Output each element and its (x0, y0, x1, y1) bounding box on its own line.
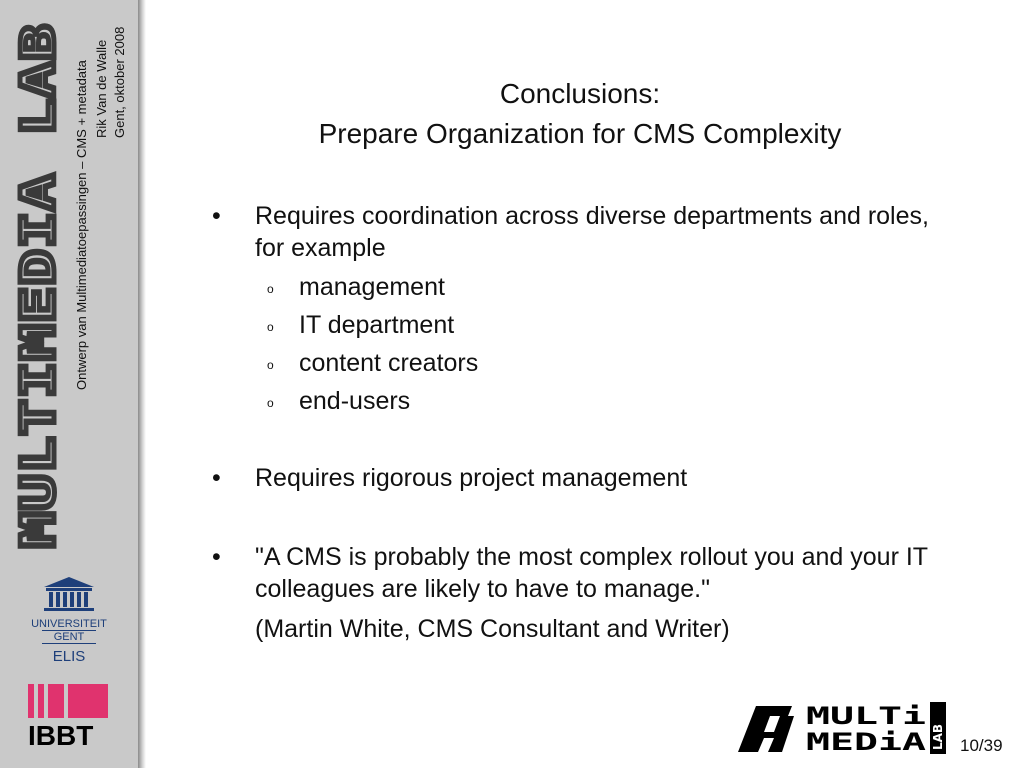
sub-item-text: content creators (299, 349, 479, 377)
sub-bullet-icon: o (267, 358, 274, 372)
svg-text:MEDiA: MEDiA (806, 728, 927, 756)
ugent-city: GENT (42, 630, 96, 644)
slide-title (150, 74, 1010, 154)
multimedia-lab-logo (734, 700, 948, 756)
title-line-1: Conclusions: (499, 78, 661, 109)
sub-bullet-icon: o (267, 282, 274, 296)
bullet-item (212, 200, 952, 264)
multimedia-lab-wordmark (0, 0, 66, 560)
quote-text: "A CMS is probably the most complex rollout you and your IT colleagues are likely to have to manage." (255, 543, 928, 603)
slide-meta (74, 18, 138, 388)
bullet-item (212, 541, 952, 605)
page-number: 10/39 (960, 736, 1003, 755)
title-line-2: Prepare Organization for CMS Complexity (318, 118, 842, 149)
course-title: Ontwerp van Multimediatoepassingen – CMS + metadata (74, 60, 89, 390)
sub-item-text: IT department (299, 311, 455, 339)
bullet-text: Requires rigorous project management (255, 464, 688, 492)
sidebar-shadow (138, 0, 146, 768)
bullet-quote (212, 541, 952, 645)
elis-label: ELIS (52, 648, 86, 665)
bullet-dot-icon: • (212, 202, 221, 230)
sub-item-content-creators (212, 344, 952, 382)
ibbt-wordmark: IBBT (28, 720, 94, 751)
svg-text:MULTIMEDIA LAB: MULTIMEDIA LAB (11, 146, 65, 548)
bullet-item (212, 462, 952, 494)
sub-item-text: end-users (299, 387, 411, 415)
sub-bullet-icon: o (267, 320, 274, 334)
quote-attribution: (Martin White, CMS Consultant and Writer) (255, 615, 730, 643)
ugent-name: UNIVERSITEIT (31, 618, 107, 630)
sub-bullet-icon: o (267, 396, 274, 410)
svg-text:LAB: LAB (931, 723, 945, 750)
sub-item-it-department (212, 306, 952, 344)
sub-item-management (212, 268, 952, 306)
ibbt-bars-icon (28, 684, 108, 718)
sub-item-text: management (299, 273, 445, 301)
ugent-logo (28, 575, 110, 671)
bullet-coordination (212, 200, 952, 420)
author-name: Rik Van de Walle (94, 39, 109, 138)
date-location: Gent, oktober 2008 (112, 26, 127, 138)
sub-item-end-users (212, 382, 952, 420)
sub-list (212, 268, 952, 420)
bullet-text: Requires coordination across diverse departments and roles, for example (255, 202, 929, 262)
ibbt-logo (28, 684, 108, 754)
sidebar (0, 0, 138, 768)
bullet-dot-icon: • (212, 464, 221, 492)
bullet-dot-icon: • (212, 543, 221, 571)
ugent-building-icon (28, 575, 110, 613)
bullet-project-management (212, 462, 952, 494)
svg-text:MULTi: MULTi (806, 702, 926, 730)
